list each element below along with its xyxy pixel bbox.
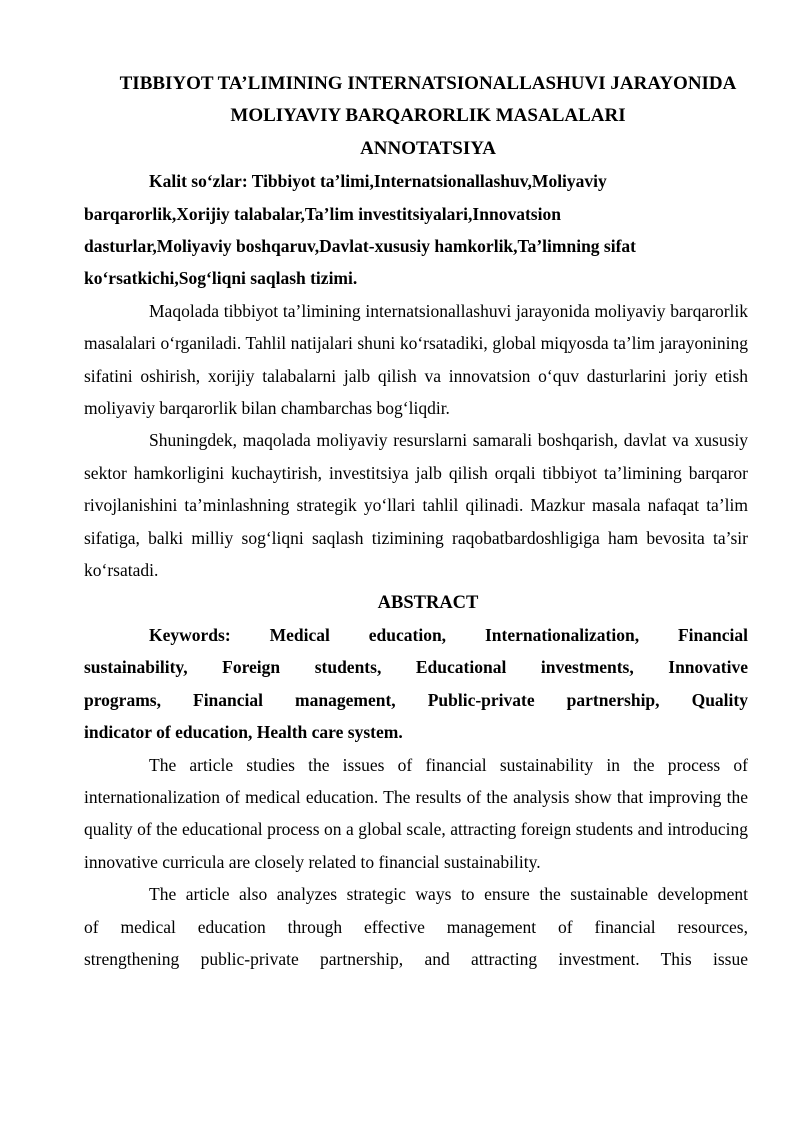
english-keywords-line-1: Keywords: Medical education, Internationalization, Financial (149, 624, 748, 645)
abstract-heading: ABSTRACT (377, 592, 479, 613)
english-paragraph-2-line-3: strengthening public-private partnership, and attracting investment. This issue (84, 948, 748, 969)
uzbek-keywords-line-1: Kalit so‘zlar: Tibbiyot ta’limi,Internatsionallashuv,Moliyaviy (149, 171, 607, 192)
uzbek-keywords-line-3: dasturlar,Moliyaviy boshqaruv,Davlat-xususiy hamkorlik,Ta’limning sifat (84, 236, 637, 257)
english-paragraph-1: The article studies the issues of financial sustainability in the process of internationalization of medical education. The results of the analysis show that improving the quality of the educational process on a global scale, attracting foreign students and introducing innovative curricula are closely related to financial sustainability. (84, 754, 748, 872)
uzbek-keywords-line-4: ko‘rsatkichi,Sog‘liqni saqlash tizimi. (84, 268, 358, 289)
english-paragraph-2-line-2: of medical education through effective management of financial resources, (84, 916, 748, 937)
uzbek-paragraph-1: Maqolada tibbiyot ta’limining internatsionallashuvi jarayonida moliyaviy barqarorlik masalalari o‘rganiladi. Tahlil natijalari shuni ko‘rsatadiki, global miqyosda ta’lim jarayonining sifatini oshirish, xorijiy talabalarni jalb qilish va innovatsion o‘quv dasturlarini joriy etish moliyaviy barqarorlik bilan chambarchas bog‘liqdir. (84, 300, 748, 419)
english-keywords-line-2: sustainability, Foreign students, Educational investments, Innovative (84, 657, 748, 678)
english-keywords-line-4: indicator of education, Health care system. (84, 722, 403, 743)
uzbek-paragraph-2: Shuningdek, maqolada moliyaviy resurslarni samarali boshqarish, davlat va xususiy sektor hamkorligini kuchaytirish, investitsiya jalb qilish orqali tibbiyot ta’limining barqaror rivojlanishini ta’minlashning strategik yo‘llari tahlil qilinadi. Mazkur masala nafaqat ta’lim sifatiga, balki milliy sog‘liqni saqlash tizimining raqobatbardoshligiga ham bevosita ta’sir ko‘rsatadi. (84, 430, 748, 581)
annotatsiya-heading: ANNOTATSIYA (360, 137, 496, 159)
english-keywords-paragraph (84, 619, 748, 749)
english-paragraph-2-line-1: The article also analyzes strategic ways to ensure the sustainable development (149, 884, 748, 905)
title-line-2: MOLIYAVIY BARQARORLIK MASALALARI (230, 105, 626, 127)
english-paragraph-2 (84, 878, 748, 975)
document-title (84, 68, 748, 133)
title-line-1: TIBBIYOT TA’LIMINING INTERNATSIONALLASHUVI JARAYONIDA (119, 73, 737, 94)
uzbek-keywords-paragraph (84, 165, 748, 295)
english-keywords-line-3: programs, Financial management, Public-private partnership, Quality (84, 689, 748, 710)
uzbek-keywords-line-2: barqarorlik,Xorijiy talabalar,Ta’lim investitsiyalari,Innovatsion (84, 203, 561, 224)
